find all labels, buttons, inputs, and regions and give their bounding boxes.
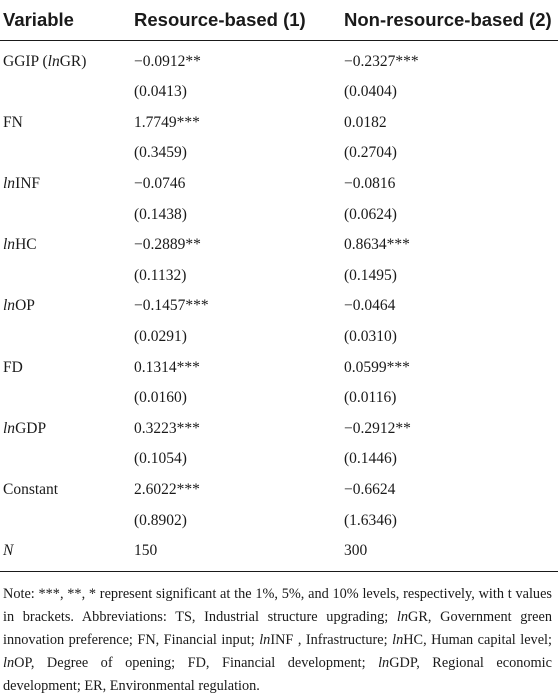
variable-name-prefix: FN — [3, 113, 23, 131]
variable-cell — [0, 77, 131, 108]
note-italic-segment: ln — [3, 654, 15, 671]
variable-name-italic: ln — [3, 419, 16, 437]
variable-cell — [0, 475, 131, 506]
resource-based-value: 150 — [131, 536, 341, 571]
table-header — [0, 0, 558, 41]
resource-based-value: (0.8902) — [134, 511, 187, 529]
non-resource-based-value: −0.0816 — [344, 175, 396, 193]
non-resource-based-value: (1.6346) — [344, 511, 397, 529]
note-text-segment: GR, Government green innovation preference; FN, Financial input; — [3, 608, 553, 648]
note-italic-segment: ln — [392, 631, 404, 648]
non-resource-based-value: −0.0464 — [344, 297, 396, 315]
resource-based-value: (0.1132) — [134, 266, 187, 284]
table-row — [0, 77, 558, 108]
variable-cell — [0, 138, 131, 169]
variable-cell — [0, 108, 131, 139]
table-row — [0, 536, 558, 571]
variable-cell — [0, 291, 131, 322]
resource-based-value: (0.1054) — [134, 450, 187, 468]
note-text-segment: OP, Degree of opening; FD, Financial development; — [14, 654, 379, 671]
note-italic-segment: ln — [396, 608, 409, 625]
variable-cell — [0, 352, 131, 383]
header-non-resource-based: Non-resource-based (2) — [341, 0, 558, 41]
resource-based-value: (0.0291) — [134, 328, 187, 346]
header-resource-based: Resource-based (1) — [131, 0, 341, 41]
note-text-segment: Note: ***, **, * represent significant at the 1%, 5%, and 10% levels, respectively, with t values in brackets. Abbreviations: TS, Industrial structure upgrading; — [3, 585, 552, 625]
variable-cell — [0, 169, 131, 200]
non-resource-based-value: (0.1446) — [344, 450, 397, 468]
non-resource-based-value: (0.1495) — [344, 266, 397, 284]
variable-name-italic: ln — [3, 236, 16, 254]
non-resource-based-value: (0.0310) — [344, 328, 397, 346]
variable-cell — [0, 536, 131, 571]
table-row — [0, 352, 558, 383]
non-resource-based-value: 300 — [341, 536, 558, 571]
non-resource-based-value: (0.0116) — [344, 389, 397, 407]
table-row — [0, 475, 558, 506]
resource-based-value: 2.6022*** — [134, 481, 200, 499]
table-row — [0, 505, 558, 536]
non-resource-based-value: −0.2327*** — [344, 53, 419, 70]
table-body — [0, 41, 558, 572]
table-note — [0, 572, 558, 698]
variable-cell — [0, 199, 131, 230]
variable-cell — [0, 505, 131, 536]
table-row — [0, 230, 558, 261]
table-row — [0, 322, 558, 353]
note-text-segment: GDP, Regional economic development; ER, Environmental regulation. — [3, 654, 552, 694]
non-resource-based-value: 0.8634*** — [344, 236, 410, 254]
variable-name-italic: ln — [3, 297, 16, 315]
resource-based-value: 1.7749*** — [134, 113, 200, 131]
resource-based-value: (0.3459) — [134, 144, 187, 162]
variable-name-suffix: HC — [15, 236, 37, 254]
variable-cell — [0, 383, 131, 414]
variable-name-suffix: OP — [15, 297, 35, 315]
variable-name-prefix: GGIP ( — [3, 53, 48, 70]
non-resource-based-value: 0.0599*** — [344, 358, 410, 376]
variable-name-suffix: GR) — [59, 53, 87, 70]
table-row — [0, 138, 558, 169]
non-resource-based-value: −0.6624 — [344, 481, 396, 499]
variable-cell — [0, 230, 131, 261]
resource-based-value: (0.0413) — [134, 83, 187, 101]
table-row — [0, 261, 558, 292]
variable-name-suffix: INF — [15, 175, 41, 193]
table-row — [0, 169, 558, 200]
table-row — [0, 108, 558, 139]
resource-based-value: (0.0160) — [134, 389, 187, 407]
non-resource-based-value: (0.2704) — [344, 144, 397, 162]
table-row — [0, 41, 558, 78]
table-row — [0, 199, 558, 230]
header-row — [0, 0, 558, 41]
resource-based-value: −0.0912** — [134, 53, 201, 70]
non-resource-based-value: (0.0624) — [344, 205, 397, 223]
note-italic-segment: ln — [259, 631, 271, 648]
resource-based-value: 0.3223*** — [134, 419, 200, 437]
variable-name-italic: N — [3, 542, 14, 560]
variable-cell — [0, 414, 131, 445]
variable-cell — [0, 444, 131, 475]
variable-cell — [0, 261, 131, 292]
header-variable: Variable — [0, 0, 131, 41]
variable-name-prefix: Constant — [3, 481, 59, 499]
variable-name-prefix: FD — [3, 358, 23, 376]
table-row — [0, 444, 558, 475]
non-resource-based-value: −0.2912** — [344, 419, 411, 437]
non-resource-based-value: 0.0182 — [344, 113, 387, 131]
note-text-segment: INF , Infrastructure; — [270, 631, 393, 648]
variable-name-suffix: GDP — [15, 419, 47, 437]
variable-cell — [0, 41, 131, 78]
resource-based-value: −0.2889** — [134, 236, 201, 254]
variable-cell — [0, 322, 131, 353]
resource-based-value: 0.1314*** — [134, 358, 200, 376]
non-resource-based-value: (0.0404) — [344, 83, 397, 101]
resource-based-value: −0.0746 — [134, 175, 186, 193]
table-row — [0, 383, 558, 414]
resource-based-value: −0.1457*** — [134, 297, 209, 315]
variable-name-italic: ln — [3, 175, 16, 193]
note-text-segment: HC, Human capital level; — [403, 631, 552, 648]
resource-based-value: (0.1438) — [134, 205, 187, 223]
table-row — [0, 291, 558, 322]
table-row — [0, 414, 558, 445]
note-italic-segment: ln — [378, 654, 390, 671]
variable-name-italic: ln — [47, 53, 60, 70]
